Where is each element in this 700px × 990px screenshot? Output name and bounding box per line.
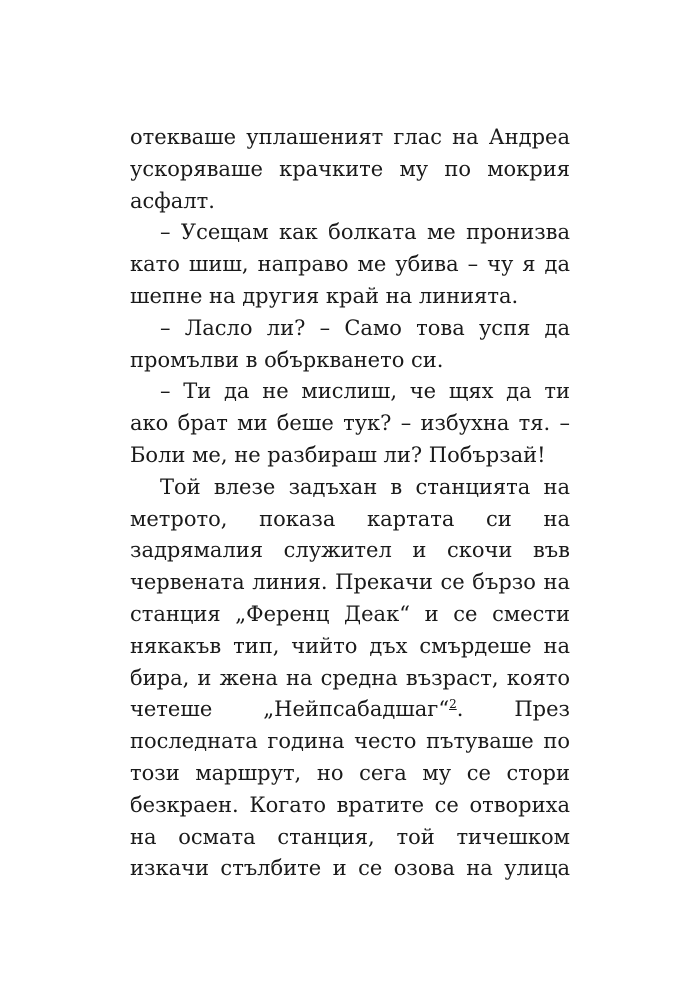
text-line: на осмата станция, той тичешком [130,824,570,849]
text-line: като шиш, направо ме убива – чу я да [130,252,570,277]
text-line: отекваше уплашеният глас на Андреа [130,125,570,149]
text-line: шепне на другия край на линията. [130,283,519,308]
text-line: червената линия. Прекачи се бързо на [130,570,570,595]
text-line: – Ласло ли? – Само това успя да [160,315,570,340]
text-line: бира, и жена на средна възраст, която [130,665,570,690]
text-line: безкраен. Когато вратите се отвориха [130,792,570,817]
text-line: метрото, показа картата си на [130,506,570,531]
text-line: – Усещам как болката ме пронизва [160,220,570,245]
text-line: промълви в объркването си. [130,347,444,372]
line-tail: . През [456,697,570,722]
text-line: – Ти да не мислиш, че щях да ти [160,379,570,404]
text-line: асфалт. [130,188,215,213]
text-line: някакъв тип, чийто дъх смърдеше на [130,633,570,658]
text-line: станция „Ференц Деак“ и се смести [130,601,570,626]
text-line-with-footnote [130,694,570,726]
text-line: Боли ме, не разбираш ли? Побързай! [130,442,546,467]
text-line: последната година често пътуваше по [130,729,570,754]
text-line: ускоряваше крачките му по мокрия [130,156,570,181]
text-line: задрямалия служител и скочи във [130,538,570,563]
text-line: ако брат ми беше тук? – избухна тя. – [130,411,570,436]
text-line: този маршрут, но сега му се стори [130,760,570,785]
footnote-marker[interactable]: 2 [449,697,457,712]
text-line: изкачи стълбите и се озова на улица [130,856,570,881]
body-text [130,122,570,885]
line-text: четеше „Нейпсабадшаг“ [130,697,450,722]
text-line: Той влезе задъхан в станцията на [160,474,570,499]
